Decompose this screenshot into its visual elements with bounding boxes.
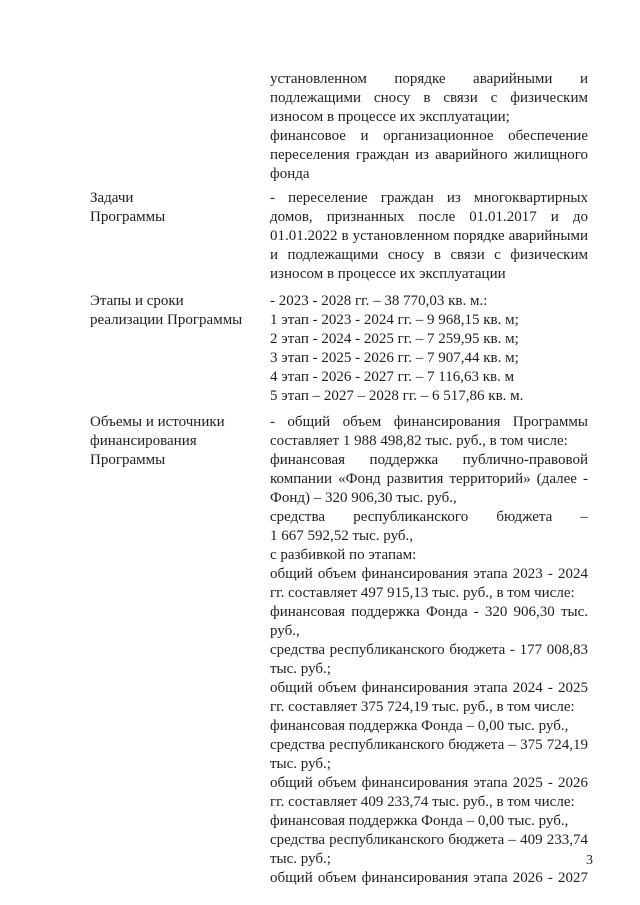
text-line: 1 этап - 2023 - 2024 гг. – 9 968,15 кв. м;: [270, 312, 519, 328]
text-line: общий объем финансирования этапа 2024 - 2025: [270, 680, 588, 696]
stages-text: [270, 292, 588, 406]
text-line: 5 этап – 2027 – 2028 гг. – 6 517,86 кв. м.: [270, 388, 524, 404]
text-line: Фонд) – 320 906,30 тыс. руб.,: [270, 490, 457, 506]
text-line: финансовая поддержка Фонда – 0,00 тыс. руб.,: [270, 813, 569, 829]
text-line: - 2023 - 2028 гг. – 38 770,03 кв. м.:: [270, 293, 488, 309]
text-line: финансовая поддержка Фонда – 0,00 тыс. руб.,: [270, 718, 569, 734]
text-line: финансовая поддержка Фонда - 320 906,30 тыс.: [270, 604, 588, 620]
text-line: тыс. руб.;: [270, 756, 331, 772]
text-line: средства республиканского бюджета – 409 233,74: [270, 832, 588, 848]
text-line: фонда: [270, 166, 310, 182]
text-line: износом в процессе их эксплуатации: [270, 266, 506, 282]
text-line: 4 этап - 2026 - 2027 гг. – 7 116,63 кв. м: [270, 369, 515, 385]
text-line: - переселение граждан из многоквартирных: [270, 190, 588, 206]
tasks-text: [270, 189, 588, 284]
text-line: финансовая поддержка публично-правовой: [270, 452, 588, 468]
text-line: компании «Фонд развития территорий» (далее -: [270, 471, 588, 487]
text-line: составляет 1 988 498,82 тыс. руб., в том числе:: [270, 433, 568, 449]
page-number: 3: [586, 853, 593, 868]
text-line: переселения граждан из аварийного жилищного: [270, 147, 588, 163]
text-line: - общий объем финансирования Программы: [270, 414, 588, 430]
text-line: гг. составляет 375 724,19 тыс. руб., в том числе:: [270, 699, 575, 715]
text-line: общий объем финансирования этапа 2023 - 2024: [270, 566, 588, 582]
funding-label: Объемы и источники финансирования Программы: [90, 414, 225, 468]
text-line: средства республиканского бюджета – 375 724,19: [270, 737, 588, 753]
text-line: финансовое и организационное обеспечение: [270, 128, 588, 144]
text-line: гг. составляет 497 915,13 тыс. руб., в том числе:: [270, 585, 575, 601]
text-line: гг. составляет 409 233,74 тыс. руб., в том числе:: [270, 794, 575, 810]
text-line: 3 этап - 2025 - 2026 гг. – 7 907,44 кв. м;: [270, 350, 519, 366]
text-line: домов, признанных после 01.01.2017 и до: [270, 209, 588, 225]
funding-text: [270, 413, 588, 888]
text-line: 01.01.2022 в установленном порядке аварийными: [270, 228, 588, 244]
text-line: износом в процессе их эксплуатации;: [270, 109, 510, 125]
text-line: руб.,: [270, 623, 300, 639]
text-line: подлежащими сносу в связи с физическим: [270, 90, 588, 106]
text-line: средства республиканского бюджета - 177 008,83: [270, 642, 588, 658]
text-line: тыс. руб.;: [270, 661, 331, 677]
text-line: с разбивкой по этапам:: [270, 547, 417, 563]
text-line: 2 этап - 2024 - 2025 гг. – 7 259,95 кв. м;: [270, 331, 519, 347]
text-line: тыс. руб.;: [270, 851, 331, 867]
text-line: и подлежащими сносу в связи с физическим: [270, 247, 588, 263]
stages-label: Этапы и сроки реализации Программы: [90, 293, 243, 328]
tasks-label: Задачи Программы: [90, 190, 166, 225]
text-line: 1 667 592,52 тыс. руб.,: [270, 528, 414, 544]
text-line: средства республиканского бюджета –: [270, 509, 588, 525]
text-line: общий объем финансирования этапа 2026 - 2027: [270, 870, 588, 886]
text-line: общий объем финансирования этапа 2025 - 2026: [270, 775, 588, 791]
text-line: установленном порядке аварийными и: [270, 71, 588, 87]
top-block-text: [270, 70, 588, 184]
